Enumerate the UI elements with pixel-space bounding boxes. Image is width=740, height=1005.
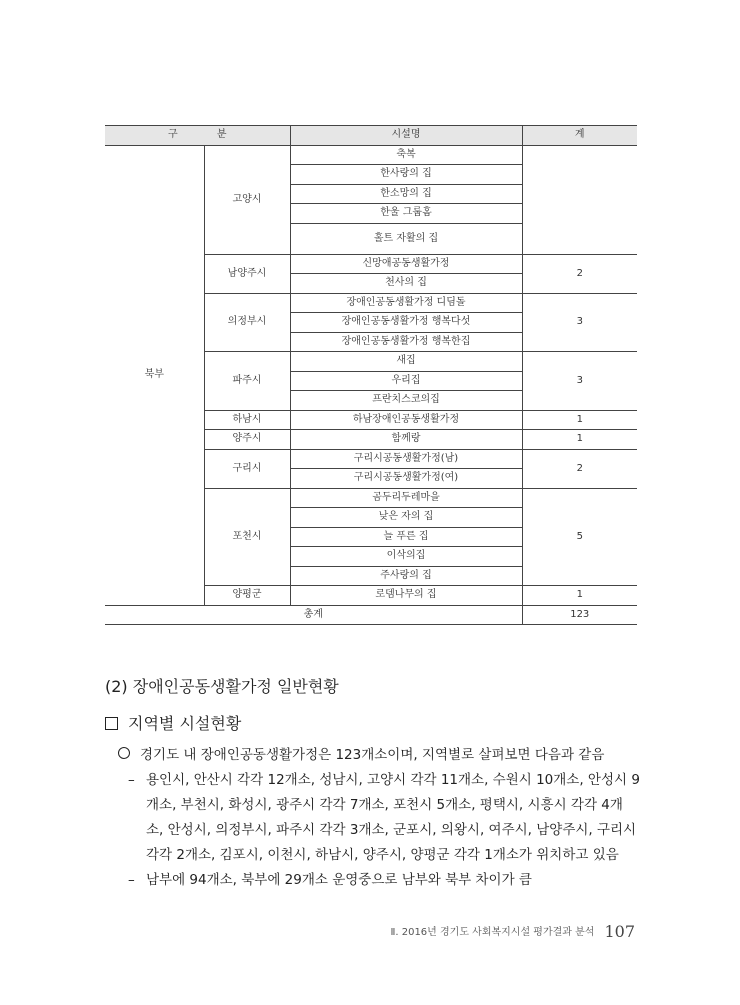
facility-cell: 장애인공동생활가정 행복한집 xyxy=(290,332,522,352)
running-title: Ⅱ. 2016년 경기도 사회복지시설 평가결과 분석 xyxy=(390,927,595,938)
facility-cell: 낮은 자의 집 xyxy=(290,508,522,528)
facility-cell: 함께랑 xyxy=(290,430,522,450)
bullet-text: 용인시, 안산시 각각 12개소, 성남시, 고양시 각각 11개소, 수원시 10개소, 안성시 9개소, 부천시, 화성시, 광주시 각각 7개소, 포천시 5개소, 평택시, 시흥시 각각 4개소, 안성시, 의정부시, 파주시 각각 3개소, 군포시, 의왕시, 여주시, 남양주시, 구리시 각각 2개소, 김포시, 이천시, 하남시, 양주시, 양평군 각각 1개소가 위치하고 있음 xyxy=(146,772,640,863)
count-cell: 2 xyxy=(522,449,637,488)
bullet-text: 남부에 94개소, 북부에 29개소 운영중으로 남부와 북부 차이가 큼 xyxy=(146,872,532,888)
city-cell: 구리시 xyxy=(204,449,290,488)
city-cell: 양평군 xyxy=(204,586,290,606)
table-row xyxy=(105,145,637,165)
facility-cell: 홀트 자활의 집 xyxy=(290,223,522,254)
dash-bullet-icon: – xyxy=(128,872,135,888)
header-count: 계 xyxy=(522,126,637,146)
facility-cell: 한소망의 집 xyxy=(290,184,522,204)
header-category: 구 분 xyxy=(105,126,290,146)
table-header-row xyxy=(105,126,637,146)
count-cell: 1 xyxy=(522,586,637,606)
subsection-title xyxy=(105,711,241,734)
facility-cell: 프란치스코의집 xyxy=(290,391,522,411)
facility-cell: 늘 푸른 집 xyxy=(290,527,522,547)
facility-cell: 새집 xyxy=(290,352,522,372)
facility-cell: 한울 그룹홈 xyxy=(290,204,522,224)
page-footer xyxy=(390,922,635,941)
facility-cell: 주사랑의 집 xyxy=(290,566,522,586)
page-number: 107 xyxy=(604,922,635,941)
facility-cell: 구리시공동생활가정(남) xyxy=(290,449,522,469)
city-cell: 파주시 xyxy=(204,352,290,411)
facility-cell: 로뎀나무의 집 xyxy=(290,586,522,606)
count-cell: 1 xyxy=(522,430,637,450)
facility-cell: 곰두리두레마을 xyxy=(290,488,522,508)
count-cell: 3 xyxy=(522,293,637,352)
facility-cell: 장애인공동생활가정 디딤돌 xyxy=(290,293,522,313)
subsection-title-text: 지역별 시설현황 xyxy=(128,714,242,733)
count-cell: 2 xyxy=(522,254,637,293)
list-item xyxy=(128,768,640,868)
section-title: (2) 장애인공동생활가정 일반현황 xyxy=(105,677,339,696)
city-cell: 양주시 xyxy=(204,430,290,450)
count-cell: 5 xyxy=(522,488,637,586)
list-item xyxy=(128,868,640,893)
count-cell: 1 xyxy=(522,410,637,430)
facility-cell: 우리집 xyxy=(290,371,522,391)
facility-cell: 하남장애인공동생활가정 xyxy=(290,410,522,430)
count-cell: 3 xyxy=(522,352,637,411)
facility-cell: 축복 xyxy=(290,145,522,165)
facility-table xyxy=(105,125,637,625)
city-cell: 포천시 xyxy=(204,488,290,586)
total-row xyxy=(105,605,637,625)
facility-cell: 천사의 집 xyxy=(290,274,522,294)
city-cell: 하남시 xyxy=(204,410,290,430)
intro-paragraph xyxy=(118,743,638,768)
header-facility: 시설명 xyxy=(290,126,522,146)
city-cell: 고양시 xyxy=(204,145,290,254)
circle-bullet-icon xyxy=(118,747,130,759)
dash-bullet-icon: – xyxy=(128,772,135,788)
facility-cell: 구리시공동생활가정(여) xyxy=(290,469,522,489)
bullet-list xyxy=(128,768,640,893)
intro-text: 경기도 내 장애인공동생활가정은 123개소이며, 지역별로 살펴보면 다음과 같음 xyxy=(140,747,605,763)
facility-cell: 이삭의집 xyxy=(290,547,522,567)
facility-cell: 한사랑의 집 xyxy=(290,165,522,185)
total-value: 123 xyxy=(522,605,637,625)
city-cell: 남양주시 xyxy=(204,254,290,293)
facility-cell: 장애인공동생활가정 행복다섯 xyxy=(290,313,522,333)
region-cell: 북부 xyxy=(105,145,204,605)
count-cell xyxy=(522,145,637,254)
total-label: 총계 xyxy=(105,605,522,625)
city-cell: 의정부시 xyxy=(204,293,290,352)
facility-cell: 신망애공동생활가정 xyxy=(290,254,522,274)
square-bullet-icon xyxy=(105,717,118,730)
